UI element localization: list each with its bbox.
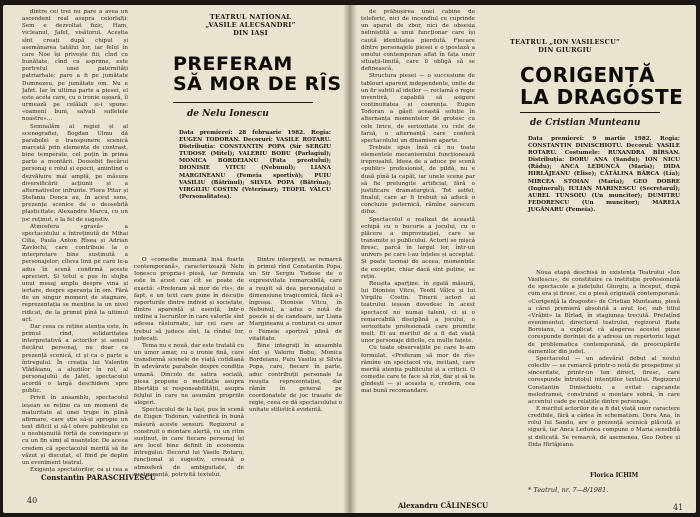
left-col3-text	[249, 257, 342, 495]
left-col2-paragraph: Spectacolul de la Iași, pus în scenă de Eugen Todoran, valorifică în bună măsură aceste sensuri. Regizorul a construit o montare alertă, cu un ritm susținut, în care fiecare personaj își are locul bine definit în economia întregului. Decorul lui Vasile Rotaru, funcțional și sugestiv, creează o atmosferă de ambiguitate, de nesiguranță, potrivită textului.	[134, 407, 244, 478]
right-col1-paragraph: Structura piesei — o succesiune de tablouri aparent independente, unite de un fir subtil al ideilor — reclamă o regie inventivă, capabilă să asigure continuitatea și coerența. Eugen Todoran a găsit această soluție în alternanța momentelor de grotesc cu cele lirice, de seriozitate cu cele de farsă, o alternanță care conferă spectacolului un dinamism aparte.	[361, 73, 475, 144]
right-article-title-line1: CORIGENȚĂ	[520, 63, 655, 87]
left-col2-text	[134, 257, 244, 495]
right-col2-paragraph: E meritul actorilor de a fi dat viață unor caractere credibile, fără a cădea în schematism. Doru Ana, în rolul lui Sandu, are o prezență scenică plăcută și sigură, iar Anca Ledunca compune o Maria sensibilă și delicată. Se remarcă, de asemenea, Geo Dobre și Dida Hirlăjeanu.	[528, 405, 680, 448]
right-col1-paragraph: Spectacolul e realizat de această echipă cu o bucurie a jocului, cu o plăcere a improvizației, care se transmite și publicului. Actorii se mișcă firesc, parcă în largul lor, într-un univers pe care l-au înțeles și acceptat. Și poate tocmai de aceea, momentele de excepție, chiar dacă sînt puține, se rețin.	[361, 216, 475, 280]
left-col1-byline: Constantin PARASCHIVESCU	[41, 473, 156, 482]
left-article-title-line1: PREFERAM	[173, 53, 293, 75]
left-page	[3, 5, 350, 513]
left-col1-paragraph: dintre cei trei nu pare a avea un ascendent real asupra celorlalți: Sem e dezvoltat fizic, Ham, vicleanul, Jafet, visătorul. Aceștia sînt creați după chipul și asemănarea tatălui lor, iar felul în care Noe își privește fiii, cînd cu bunătate, cînd cu asprime, este portretul unei paternități patriarhale: pare a fi pe jumătate Dumnezeu, pe jumătate om. Nu e Jafet. Iar în ultima parte a piesei, el este acela care, cu o ironie ușoară, îl urmează pe celălalt și-i spune: «oameni buni, salvați sufletele noastre»...	[22, 9, 128, 123]
left-title-rule	[173, 102, 313, 103]
right-article-author: de Cristian Munteanu	[530, 118, 641, 128]
left-col2-paragraph: Tema nu e nouă, dar este tratată cu un umor amar, cu o ironie fină, care transformă scenele de viață cotidiană în adevărate parabole despre condiția umană. Dincolo de satira socială, piesa propune o meditație asupra libertății și responsabilității, asupra felului în care ne asumăm propriile alegeri.	[134, 342, 244, 407]
page-number-left: 40	[27, 496, 38, 505]
right-col2-byline: Florica ICHIM	[590, 472, 639, 479]
right-col1-text	[361, 9, 475, 497]
page-number-right: 41	[673, 503, 684, 512]
left-col1-paragraph: Exigența spectatorilor, ca și cea a	[30, 467, 128, 473]
right-col2-text	[528, 270, 680, 470]
right-credits: Data premierei: 9 martie 1982. Regia: CONSTANTIN DINISCHIOTU. Decorul: VASILE ROTARU. Costumele: RUXANDRA BÎRSAN. Distribuția: DORU ANA (Sandu); ION NICU (Rădu); ANCA LEDUNCĂ (Maria); DIDA HIRLĂJEANU (Elise); CĂTĂLINA BÂRCA (Lia); MIRCEA STOIAN (Maria); GEO DOBRE (Inginerul); IULIAN MARINESCU (Secretarul); AUREL TUNSOIU (Un muncitor); DUMITRU FEDORENCU (Un muncitor); MARELA JUGĂNARU (Femeia).	[528, 136, 680, 213]
right-page	[350, 5, 696, 513]
left-article-author: de Nelu Ionescu	[187, 109, 269, 119]
left-theatre-heading: TEATRUL NAȚIONAL „VASILE ALECSANDRI” DIN IAȘI	[205, 13, 296, 37]
left-credits: Data premierei: 28 februarie 1982. Regia: EUGEN TODORAN. Decoruri: VASILE ROTARU. Distribuția: CONSTANTIN POPA (Sir SERGIU TUDOSE (Mitel); VALERIU BOBU (Parlagiul); MONICA BORDEIANU (Fata preotului); DIONISIE VITCU (Nebunul); LIANA MARGINEANU (Femeia sportivă); PUIU VASILIU (Bătrînul); SILVIA POPA (Bătrîna); VIRGILIU COSTIN (Veterinar); TEOFIL VÂLCU (Personalitatea).	[179, 130, 331, 200]
left-col1-paragraph: Semnalăm al regiei și al scenografiei, Bogdan Ulmu dă parabolei o transpunere scenică marcată prin elemente de contrast, bine temperate, cel puțin în prima parte a montării. Deosebit fiecărui personaj e rolul și epocii, amintind o dezvăluire mai amplă, pe măsura diversificării acțiunii și a alternativelor infrunte. Flora Pitar și Ștefania Donca au, în acest sens, prezențe scenice de o deosebită plasticitate; Alexandru Marcu, cu un joc reținut, e la fel de sugestiv.	[22, 123, 128, 223]
footnote: * Teatrul, nr. 7—8/1981.	[528, 486, 609, 494]
right-title-rule	[520, 112, 660, 113]
left-col3-paragraph: Dintre interpreți, se remarcă în primul rînd Constantin Popa, un Sir Sergiu Tudose de o expresivitate remarcabilă, care a reușit să dea personajului o dimensiune tragicomică, fără a-l îngroșa. Dionisie Vitcu, în Nebunul, a adus o notă de poezie și de candoare, iar Liana Margineanu a conturat cu umor o Femeie sportivă plină de vitalitate.	[249, 257, 342, 342]
left-col2-paragraph: O «comedie inumană însă foarte contemporană», caracterizează Nelu Ionescu propria-i piesă, iar formula este în acest caz cît se poate de exactă: «Preferam să mor de rîs», de fapt, e un text care pune în discuție raporturile dintre individ și societate, dintre aparență și esență, într-o ordine a lucrurilor în care valorile sînt adesea răsturnate, iar cei care ar trebui să judece sînt, la rîndul lor, judecați.	[134, 257, 244, 342]
left-col1-paragraph: Atmosfera «gravă» a spectacolului e întreținută de Mihai Cilia, Paula Anton Rîsea și Adrian Zavlochi, care contribuie la o interpretare bine susținută a personajelor; cîteva linii pe care le-a adus în scenă confirmă aceste aprecieri. Și totul e pus în slujba unui mesaj amplu despre vina și iertare, despre speranța în om. Fără de un singur moment de stagnare, reprezentația se menține la un nivel ridicat, de la primul pînă la ultimul act.	[22, 223, 128, 323]
right-col1-paragraph: Trebuie spus însă că nu toate elementele mecanismului funcționează ireproșabil. Ideea de a aduce pe scenă «public» profesionist, de pildă, nu e dusă pînă la capăt, iar unele scene par să fie prelungite artificial, fără o justificare dramaturgică. Tot astfel, finalul, care ar fi trebuit să aducă o concluzie puternică, rămîne oarecum difuz.	[361, 144, 475, 216]
right-col1-paragraph: Reușita aparține, în egală măsură, lui Dionisie Vitcu, Teofil Vâlcu și lui Virgiliu Costin. Tinerii actori ai teatrului ieșean dovedesc în acest spectacol nu numai talent, ci și o remarcabilă disciplină a jocului, o seriozitate profesională care promite mult. Ei au meritul de a fi dat viață unor personaje dificile, cu multe fațete.	[361, 280, 475, 345]
left-article-title-line2: SĂ MOR DE RÎS	[173, 73, 342, 95]
right-col2-paragraph: Noua etapă deschisă în existența Teatrului «Ion Vasilescu», de constituire ca instituție profesionistă de spectacole a județului Giurgiu, a început, după cum era și firesc, cu o piesă originală contemporană: «Corigență la dragoste» de Cristian Munteanu, piesă a cărei premieră absolută a avut loc, sub titlul «Vrăbii» la Bîrlad, în stagiunea trecută. Prefațînd evenimentul, directorul teatrului, regizorul Radu Boroianu, a explicat că alegerea acestei piese corespunde dorinței de a adresa un repertoriu legat de problematica contemporană, de preocupările oamenilor din județ.	[528, 270, 680, 355]
right-col1-byline: Alexandru CĂLINESCU	[398, 501, 489, 510]
left-col3-paragraph: Bine integrați în ansamblu sînt și Valeriu Bobu, Monica Bordeianu, Puiu Vasiliu și Silvia Popa, care, fiecare în parte, aduc contribuții personale la reușita reprezentației, dar rămîn în general pe coordonatele de joc trasate de regie, ceea ce dă spectacolului o unitate stilistică evidentă.	[249, 342, 342, 414]
left-col1-paragraph: Privit în ansamblu, spectacolul ieșean se reține ca un moment de maturitate al unei trupe în plină afirmare, care știe să-și apropie un text dificil și să-l ofere publicului cu o neobișnuită forță de convingere și cu un fin simț al nuanțelor. De aceea credem că spectacolul merită să fie văzut și discutat, el fiind pe deplin un eveniment teatral.	[22, 395, 128, 466]
right-theatre-heading: TEATRUL „ION VASILESCU” DIN GIURGIU	[509, 38, 621, 54]
page-gutter	[343, 5, 357, 513]
right-col1-paragraph: Cu toate observațiile pe care le-am formulat, «Preferam să mor de rîs» rămîne un spectacol viu, incitant, care merită atenția publicului și a criticii. O comedie care te face să rîzi, dar și să te gîndești — și aceasta e, credem, cea mai bună recomandare.	[361, 345, 475, 395]
left-col1-text	[22, 9, 128, 474]
right-col1-paragraph: de prăbușirea unei cabine de teleferic, nici de incendiul ce cuprinde un aparat de zbor, nici de obsesia neliniștită a unui funcționar care își caută identitatea pierdută. Fiecare dintre personajele piesei e o ipostază a omului contemporan aflat în fața unor situații-limită, care îl obligă să se definească.	[361, 9, 475, 73]
right-article-title-line2: LA DRAGOSTE	[520, 85, 684, 109]
right-col2-paragraph: Spectacolul — un adevărat debut al noului colectiv — se remarcă printr-o notă de prospețime și sinceritate, printr-un ton direct, firesc, care corespunde întrutotul intențiilor textului. Regizorul Constantin Dinischiotu a evitat capcanele melodramei, construind o montare sobră, în care accentul cade pe relațiile dintre personaje.	[528, 355, 680, 405]
left-col1-paragraph: Dar ceea ce reține atenția este, în primul rînd, solidaritatea interpretativă a actorilor și sensul fiecărui personaj, nu doar ca prezență scenică, ci și ca o parte a întregului. În creația lui Valentin Vlădăianu, a aluziilor în rol, al personajului de Jafet, spectacolul acordă o largă deschidere spre public.	[22, 323, 128, 395]
